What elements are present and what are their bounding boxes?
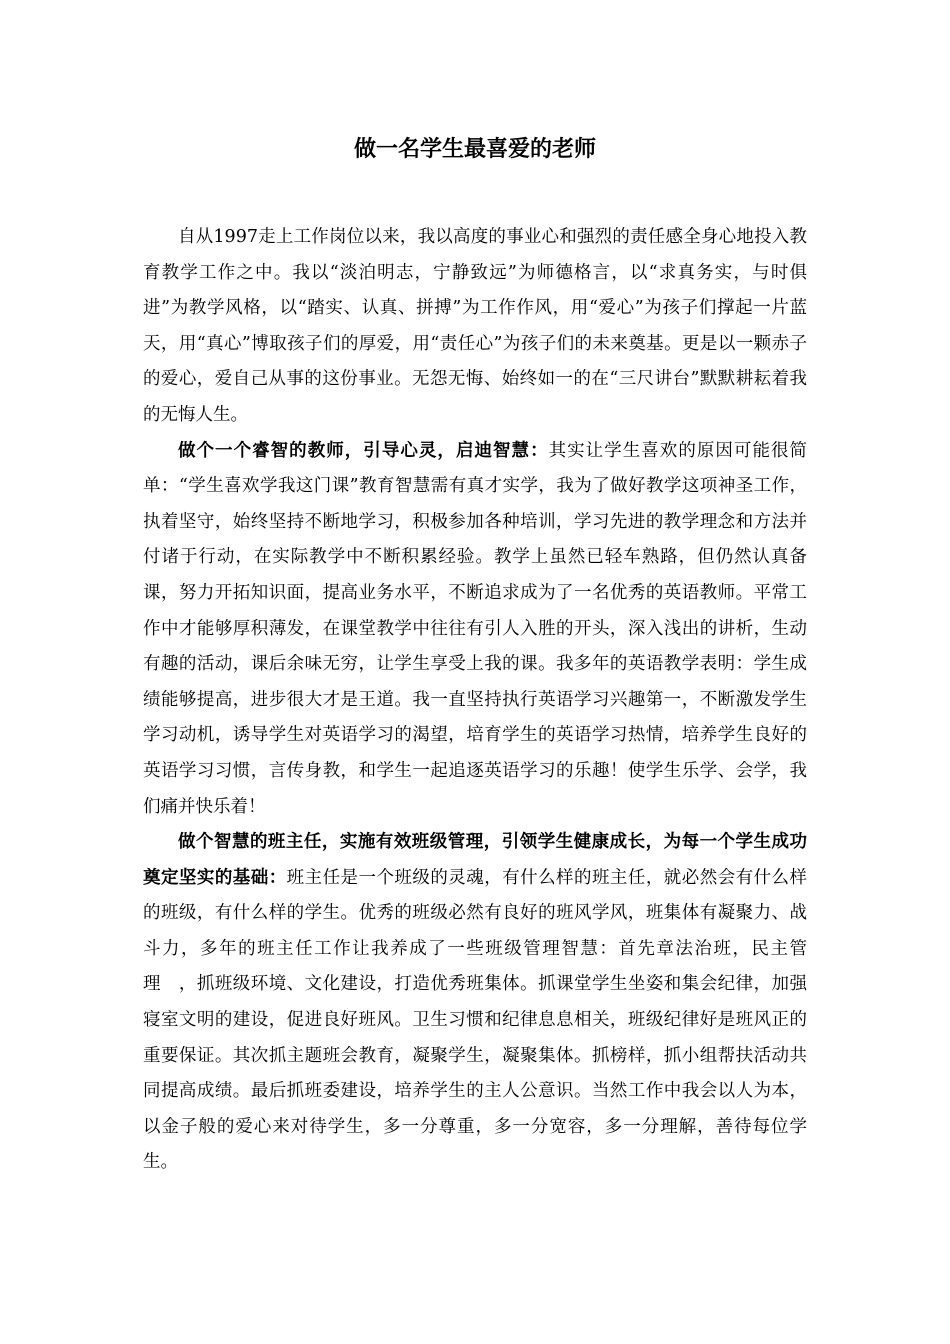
paragraph-teacher — [143, 434, 807, 826]
paragraph-intro — [143, 220, 807, 434]
paragraph-text: 班主任是一个班级的灵魂，有什么样的班主任，就必然会有什么样的班级，有什么样的学生。优秀的班级必然有良好的班风学风，班集体有凝聚力、战斗力，多年的班主任工作让我养成了一些班级管理智慧：首先章法治班，民主管理 ，抓班级环境、文化建设，打造优秀班集体。抓课堂学生坐姿和集会纪律，加强寝室文明的建设，促进良好班风。卫生习惯和纪律息息相关，班级纪律好是班风正的重要保证。其次抓主题班会教育，凝聚学生，凝聚集体。抓榜样，抓小组帮扶活动共同提高成绩。最后抓班委建设，培养学生的主人公意识。当然工作中我会以人为本，以金子般的爱心来对待学生，多一分尊重，多一分宽容，多一分理解，善待每位学生。 — [143, 867, 808, 1173]
paragraph-class-teacher — [143, 825, 807, 1181]
paragraph-text: 自从1997走上工作岗位以来，我以高度的事业心和强烈的责任感全身心地投入教育教学工作之中。我以“淡泊明志，宁静致远”为师德格言，以“求真务实，与时俱进”为教学风格，以“踏实、认真、拼搏”为工作作风，用“爱心”为孩子们撑起一片蓝天，用“真心”博取孩子们的厚爱，用“责任心”为孩子们的未来奠基。更是以一颗赤子的爱心，爱自己从事的这份事业。无怨无悔、始终如一的在“三尺讲台”默默耕耘着我的无悔人生。 — [143, 227, 807, 425]
paragraph-lead: 做个智慧的班主任，实施有效班级管理，引领学生健康成长，为每一个学生成功奠定坚实的基础： — [143, 832, 807, 888]
paragraph-lead: 做个一个睿智的教师，引导心灵，启迪智慧： — [178, 440, 549, 461]
document-body — [143, 220, 807, 1181]
paragraph-text: 其实让学生喜欢的原因可能很简单：“学生喜欢学我这门课”教育智慧需有真才实学，我为了做好教学这项神圣工作，执着坚守，始终坚持不断地学习，积极参加各种培训，学习先进的教学理念和方法并付诸于行动，在实际教学中不断积累经验。教学上虽然已轻车熟路，但仍然认真备课，努力开拓知识面，提高业务水平，不断追求成为了一名优秀的英语教师。平常工作中才能够厚积薄发，在课堂教学中往往有引人入胜的开头，深入浅出的讲析，生动有趣的活动，课后余味无穷，让学生享受上我的课。我多年的英语教学表明：学生成绩能够提高，进步很大才是王道。我一直坚持执行英语学习兴趣第一，不断激发学生学习动机，诱导学生对英语学习的渴望，培育学生的英语学习热情，培养学生良好的英语学习习惯，言传身教，和学生一起追逐英语学习的乐趣！使学生乐学、会学，我们痛并快乐着！ — [143, 440, 808, 817]
document-title: 做一名学生最喜爱的老师 — [353, 137, 596, 162]
